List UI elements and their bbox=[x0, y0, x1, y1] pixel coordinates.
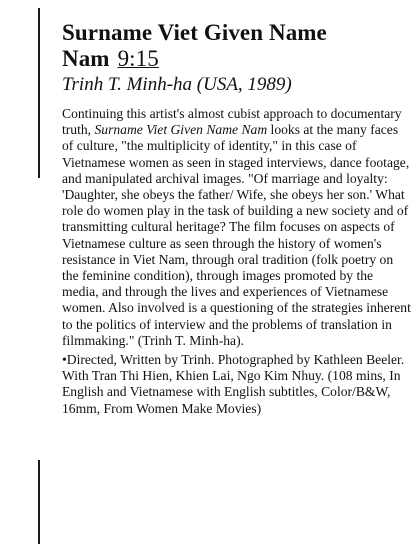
film-description bbox=[62, 106, 412, 349]
film-title-main: Surname Viet Given Name bbox=[62, 20, 327, 45]
left-margin-rule-bottom bbox=[38, 460, 40, 544]
film-credits: •Directed, Written by Trinh. Photographed by Kathleen Beeler. With Tran Thi Hien, Khien Lai, Ngo Kim Nhuy. (108 mins, In English and Vietnamese with English subtitles, Color/B&W, 16mm, From Women Make Movies) bbox=[62, 352, 405, 416]
description-film-title: Surname Viet Given Name Nam bbox=[94, 122, 268, 138]
film-byline: Trinh T. Minh-ha (USA, 1989) bbox=[62, 74, 292, 95]
film-runtime-label: 9:15 bbox=[117, 46, 159, 71]
film-runtime bbox=[118, 46, 159, 71]
film-title bbox=[62, 20, 412, 72]
description-intro-before: Continuing this artist's almost cubist approach to documentary truth, bbox=[62, 106, 402, 138]
film-title-end: Nam bbox=[62, 46, 110, 71]
left-margin-rule-top bbox=[38, 8, 40, 178]
description-intro-after: looks at the many faces of culture, "the multiplicity of identity," in this case of Vietnamese women as seen in staged interviews, dance footage, and manipulated archival images. "Of marriage and loyalty: 'Daughter, she obeys the father/ Wife, she obeys her son.' What role do women play in the task of building a new society and of transmitting cultural heritage? The film focuses on aspects of Vietnamese culture as seen through the history of women's resistance in Viet Nam, through oral tradition (folk poetry on the feminine condition), through images promoted by the media, and through the lives and experiences of Vietnamese women. Also involved is a questioning of the strategies inherent to the politics of interview and the problems of translation in filmmaking." (Trinh T. Minh-ha). bbox=[62, 122, 411, 348]
film-entry bbox=[62, 20, 412, 417]
